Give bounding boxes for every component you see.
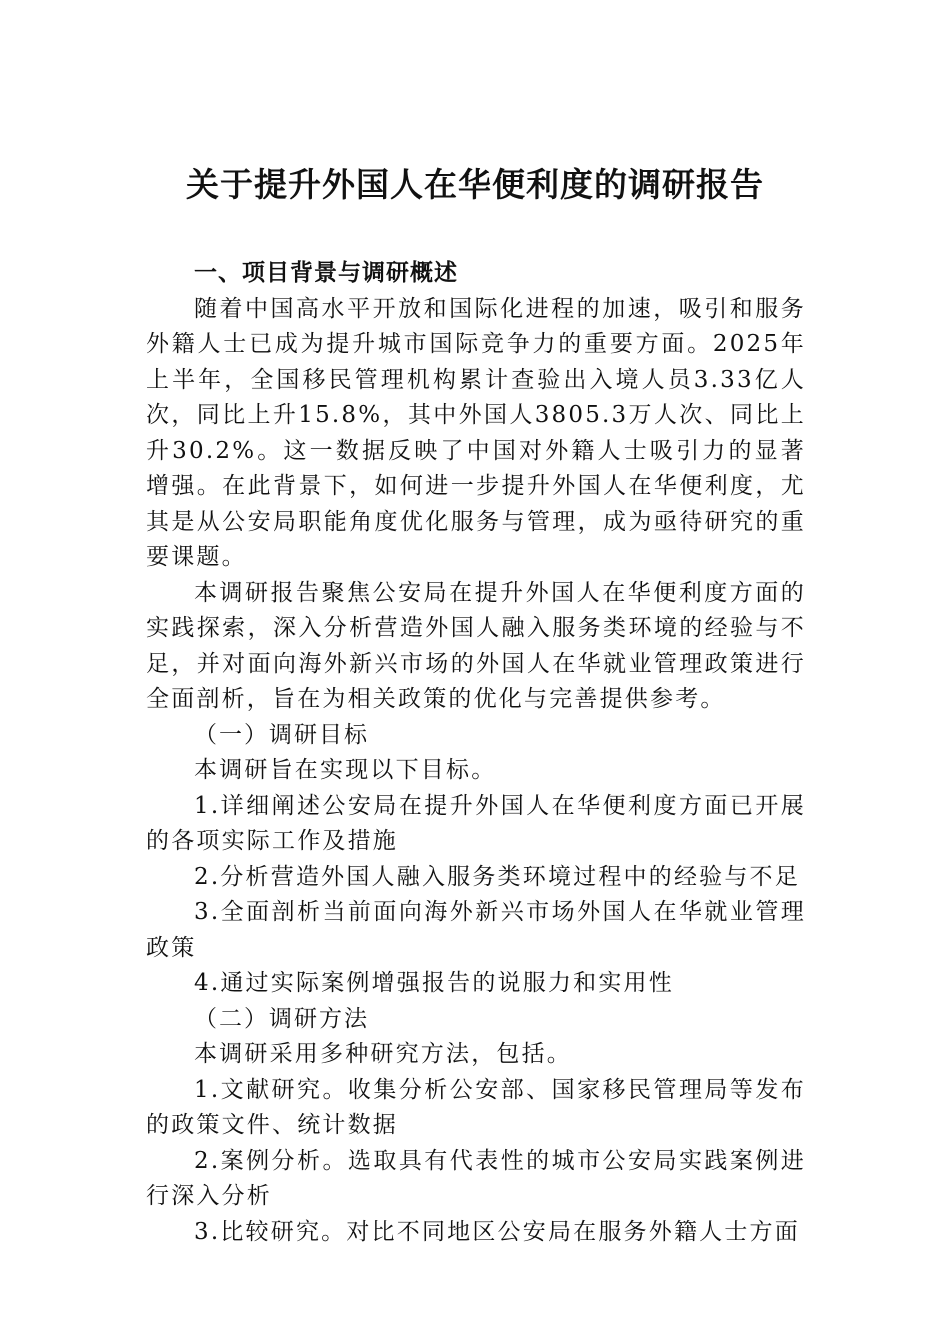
list-item: 2.案例分析。选取具有代表性的城市公安局实践案例进行深入分析 [146,1147,806,1209]
list-item: 1.详细阐述公安局在提升外国人在华便利度方面已开展的各项实际工作及措施 [146,792,806,854]
list-item: 1.文献研究。收集分析公安部、国家移民管理局等发布的政策文件、统计数据 [146,1076,806,1138]
subsection-heading: （一）调研目标 [194,721,369,748]
list-item: 2.分析营造外国人融入服务类环境过程中的经验与不足 [194,863,800,890]
subsection-heading: （二）调研方法 [194,1005,369,1032]
paragraph: 本调研报告聚焦公安局在提升外国人在华便利度方面的实践探索，深入分析营造外国人融入服务类环境的经验与不足，并对面向海外新兴市场的外国人在华就业管理政策进行全面剖析，旨在为相关政策的优化与完善提供参考。 [146,579,806,712]
list-item: 4.通过实际案例增强报告的说服力和实用性 [194,970,674,996]
section-heading: 一、项目背景与调研概述 [194,260,458,286]
list-item: 3.全面剖析当前面向海外新兴市场外国人在华就业管理政策 [146,899,806,961]
list-item: 3.比较研究。对比不同地区公安局在服务外籍人士方面 [194,1218,800,1245]
paragraph: 本调研旨在实现以下目标。 [194,757,497,783]
document-body [146,256,806,1250]
paragraph: 随着中国高水平开放和国际化进程的加速，吸引和服务外籍人士已成为提升城市国际竞争力的重要方面。2025年上半年，全国移民管理机构累计查验出入境人员3.33亿人次，同比上升15.8%，其中外国人3805.3万人次、同比上升30.2%。这一数据反映了中国对外籍人士吸引力的显著增强。在此背景下，如何进一步提升外国人在华便利度，尤其是从公安局职能角度优化服务与管理，成为亟待研究的重要课题。 [146,295,806,570]
document-title: 关于提升外国人在华便利度的调研报告 [186,165,764,204]
paragraph: 本调研采用多种研究方法，包括。 [194,1041,572,1067]
